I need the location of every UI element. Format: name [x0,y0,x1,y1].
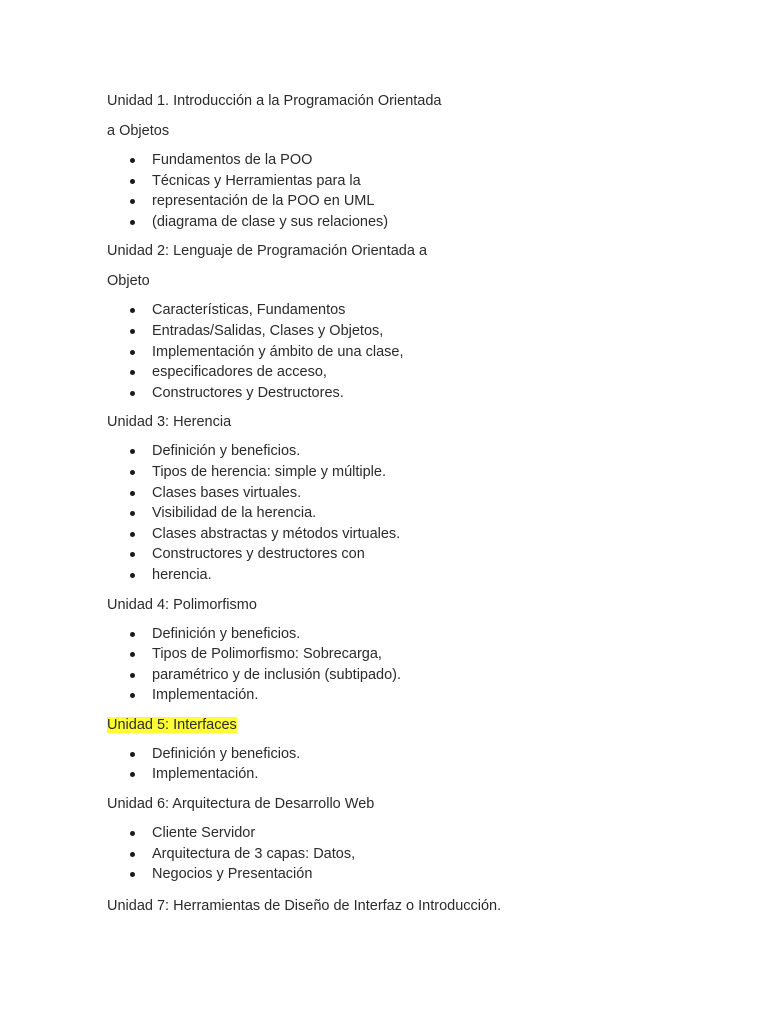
list-item: Definición y beneficios. [107,744,707,765]
list-item: Implementación. [107,764,707,785]
unit-section [107,896,707,916]
bullet-icon [130,652,135,657]
list-item: Constructores y Destructores. [107,383,707,404]
bullet-icon [130,752,135,757]
unit-section [107,91,707,232]
list-item: representación de la POO en UML [107,191,707,212]
list-item: paramétrico y de inclusión (subtipado). [107,665,707,686]
list-item: Implementación y ámbito de una clase, [107,342,707,363]
unit-heading: Unidad 6: Arquitectura de Desarrollo Web [107,796,375,813]
unit-topic-list [107,150,707,232]
unit-topic-list [107,823,707,885]
unit-heading: Unidad 1. Introducción a la Programación Orientada [107,93,442,109]
syllabus-content [107,91,707,916]
list-item: Constructores y destructores con [107,544,707,565]
list-item: Tipos de Polimorfismo: Sobrecarga, [107,644,707,665]
list-item: herencia. [107,565,707,586]
list-item: (diagrama de clase y sus relaciones) [107,212,707,233]
bullet-icon [130,449,135,454]
unit-heading: Unidad 2: Lenguaje de Programación Orientada a [107,243,428,260]
list-item: Cliente Servidor [107,823,707,844]
bullet-icon [130,852,135,857]
list-item: Visibilidad de la herencia. [107,503,707,524]
list-item: Definición y beneficios. [107,624,707,645]
bullet-icon [130,491,135,496]
list-item: Clases bases virtuales. [107,483,707,504]
bullet-icon [130,573,135,578]
bullet-icon [130,552,135,557]
list-item: Clases abstractas y métodos virtuales. [107,524,707,545]
unit-heading: Unidad 3: Herencia [107,414,232,431]
highlighted-text: Unidad 5: Interfaces [107,716,237,733]
bullet-icon [130,470,135,475]
list-item: especificadores de acceso, [107,362,707,383]
bullet-icon [130,831,135,836]
bullet-icon [130,158,135,163]
unit-section [107,595,707,706]
bullet-icon [130,220,135,225]
unit-heading: Unidad 7: Herramientas de Diseño de Interfaz o Introducción. [107,897,502,914]
list-item: Implementación. [107,685,707,706]
unit-topic-list [107,744,707,785]
bullet-icon [130,350,135,355]
unit-section [107,412,707,585]
unit-section [107,715,707,785]
bullet-icon [130,632,135,637]
unit-section [107,794,707,885]
bullet-icon [130,532,135,537]
bullet-icon [130,329,135,334]
unit-topic-list [107,441,707,585]
unit-heading-continued: a Objetos [107,123,170,139]
unit-topic-list [107,624,707,706]
bullet-icon [130,199,135,204]
bullet-icon [130,693,135,698]
bullet-icon [130,511,135,516]
list-item: Técnicas y Herramientas para la [107,171,707,192]
list-item: Fundamentos de la POO [107,150,707,171]
bullet-icon [130,673,135,678]
bullet-icon [130,308,135,313]
bullet-icon [130,391,135,396]
unit-section [107,241,707,403]
unit-heading-highlighted [107,715,707,735]
list-item: Tipos de herencia: simple y múltiple. [107,462,707,483]
list-item: Características, Fundamentos [107,300,707,321]
bullet-icon [130,179,135,184]
unit-heading: Unidad 4: Polimorfismo [107,596,257,613]
list-item: Negocios y Presentación [107,864,707,885]
bullet-icon [130,872,135,877]
list-item: Arquitectura de 3 capas: Datos, [107,844,707,865]
bullet-icon [130,772,135,777]
bullet-icon [130,370,135,375]
unit-heading-continued: Objeto [107,273,150,290]
unit-topic-list [107,300,707,403]
list-item: Entradas/Salidas, Clases y Objetos, [107,321,707,342]
list-item: Definición y beneficios. [107,441,707,462]
